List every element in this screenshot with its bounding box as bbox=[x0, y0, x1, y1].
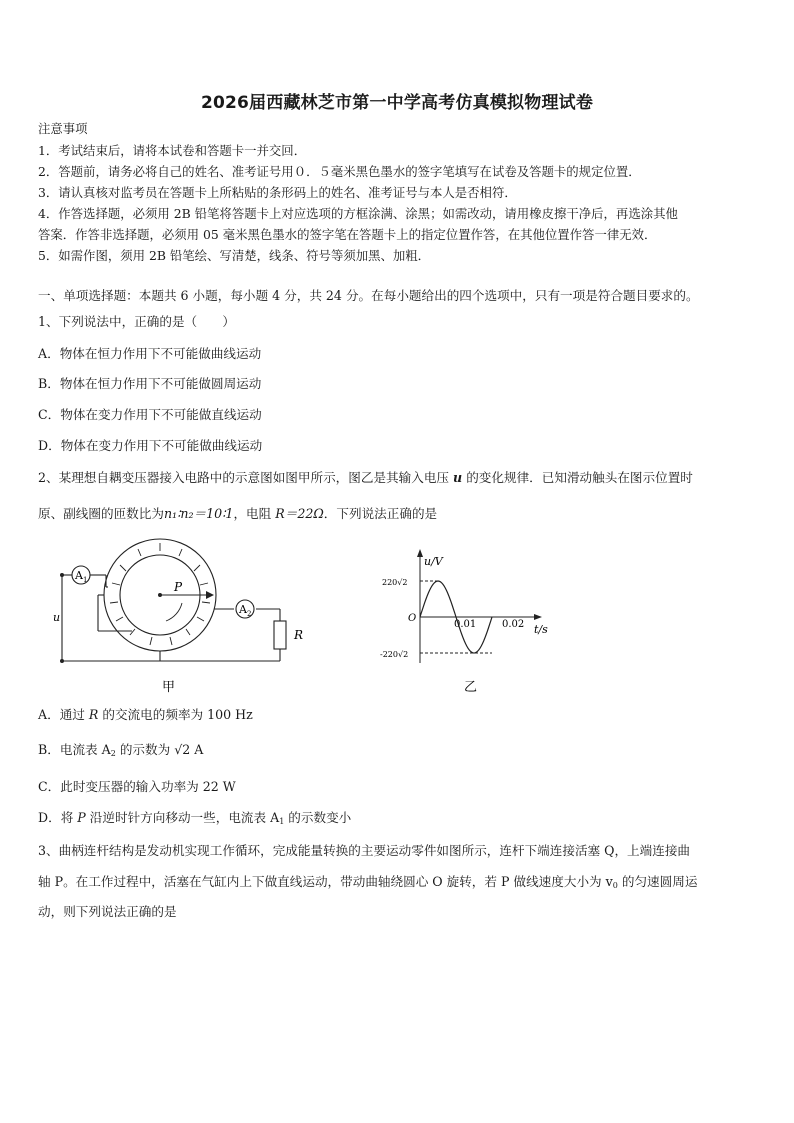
stem-text: 轴 P。在工作过程中，活塞在气缸内上下做直线运动，带动曲轴绕圆心 O 旋转，若 P 做线速度大小为 v bbox=[38, 874, 613, 889]
stem-text: 原、副线圈的匝数比为 bbox=[38, 506, 164, 521]
notice-heading: 注意事项 bbox=[38, 121, 88, 136]
x-tick-label: 0.02 bbox=[502, 619, 525, 630]
notice-item: 答案．作答非选择题，必须用 05 毫米黑色墨水的签字笔在答题卡上的指定位置作答，在其他位置作答一律无效． bbox=[38, 227, 657, 242]
subscript: 1 bbox=[279, 817, 285, 826]
option-text: 的示数为 √2 A bbox=[115, 742, 204, 757]
question-1-option-a: A．物体在恒力作用下不可能做曲线运动 bbox=[38, 346, 262, 361]
question-3-line1: 3、曲柄连杆结构是发动机实现工作循环，完成能量转换的主要运动零件如图所示，连杆下端连接活塞 Q，上端连接曲 bbox=[38, 843, 691, 858]
stem-text: ．下列说法正确的是 bbox=[323, 506, 438, 521]
section-heading: 一、单项选择题：本题共 6 小题，每小题 4 分，共 24 分。在每小题给出的四个选项中，只有一项是符合题目要求的。 bbox=[38, 288, 699, 303]
p-label: P bbox=[174, 580, 183, 594]
option-text: A．通过 bbox=[38, 707, 89, 722]
turns-ratio: n₁∶n₂＝10∶1 bbox=[163, 506, 234, 521]
stem-text: 2、某理想自耦变压器接入电路中的示意图如图甲所示，图乙是其输入电压 bbox=[38, 470, 454, 485]
voltage-symbol: u bbox=[453, 470, 463, 485]
a1-sub: 1 bbox=[83, 576, 88, 584]
figure-caption-jia: 甲 bbox=[162, 680, 176, 695]
question-3-line2 bbox=[38, 876, 697, 890]
stem-text: 的变化规律．已知滑动触头在图示位置时 bbox=[462, 470, 693, 485]
resistor-symbol: R bbox=[88, 707, 99, 722]
subscript: 0 bbox=[612, 881, 618, 890]
notice-item: 5．如需作图，须用 2B 铅笔绘、写清楚，线条、符号等须加黑、加粗． bbox=[38, 248, 431, 263]
y-min-label: -220√2 bbox=[380, 650, 409, 659]
notice-item: 3．请认真核对监考员在答题卡上所粘贴的条形码上的姓名、准考证号与本人是否相符． bbox=[38, 185, 517, 200]
figure-yi-graph bbox=[378, 545, 558, 695]
resistor-r bbox=[274, 621, 286, 649]
origin-label: O bbox=[408, 613, 417, 624]
u-label: u bbox=[53, 611, 61, 624]
option-text: 的示数变小 bbox=[284, 810, 352, 825]
a1-label: A bbox=[75, 569, 83, 582]
question-2-option-b bbox=[38, 744, 203, 758]
subscript: 2 bbox=[110, 749, 116, 758]
stem-text: 的匀速圆周运 bbox=[617, 874, 698, 889]
question-2-stem-line2 bbox=[38, 508, 437, 521]
slider-symbol: P bbox=[77, 810, 86, 825]
question-1-stem: 1、下列说法中，正确的是（ ） bbox=[38, 314, 235, 329]
stem-text: ，电阻 bbox=[233, 506, 276, 521]
option-text: 沿逆时针方向移动一些，电流表 A bbox=[85, 810, 280, 825]
center-dot bbox=[158, 593, 162, 597]
question-1-option-b: B．物体在恒力作用下不可能做圆周运动 bbox=[38, 376, 262, 391]
question-3-line3: 动，则下列说法正确的是 bbox=[38, 904, 177, 919]
a2-sub: 2 bbox=[247, 610, 252, 618]
y-axis-label: u/V bbox=[424, 555, 443, 568]
r-label: R bbox=[294, 628, 304, 642]
question-1-option-c: C．物体在变力作用下不可能做直线运动 bbox=[38, 407, 262, 422]
x-tick-label: 0.01 bbox=[454, 619, 477, 630]
y-max-label: 220√2 bbox=[382, 578, 408, 587]
figure-jia-circuit bbox=[50, 535, 320, 695]
question-1-option-d: D．物体在变力作用下不可能做曲线运动 bbox=[38, 438, 263, 453]
question-2-option-d bbox=[38, 812, 351, 826]
notice-item: 1．考试结束后，请将本试卷和答题卡一并交回． bbox=[38, 143, 307, 158]
notice-item: 2．答题前，请务必将自己的姓名、准考证号用０．５毫米黑色墨水的签字笔填写在试卷及答题卡的规定位置． bbox=[38, 164, 641, 179]
option-text: 的交流电的频率为 100 Hz bbox=[98, 707, 253, 722]
a2-label: A bbox=[239, 603, 247, 616]
option-text: B．电流表 A bbox=[38, 742, 111, 757]
option-text: D．将 bbox=[38, 810, 78, 825]
question-2-option-a bbox=[38, 709, 253, 722]
figure-caption-yi: 乙 bbox=[464, 680, 478, 695]
resistance-value: R＝22Ω bbox=[275, 506, 324, 521]
page-title: 2026届西藏林芝市第一中学高考仿真模拟物理试卷 bbox=[200, 93, 594, 113]
notice-item: 4．作答选择题，必须用 2B 铅笔将答题卡上对应选项的方框涂满、涂黑；如需改动，请用橡皮擦干净后，再选涂其他 bbox=[38, 206, 678, 221]
x-axis-label: t/s bbox=[534, 623, 548, 636]
question-2-stem-line1 bbox=[38, 472, 693, 485]
question-2-option-c: C．此时变压器的输入功率为 22 W bbox=[38, 779, 236, 794]
